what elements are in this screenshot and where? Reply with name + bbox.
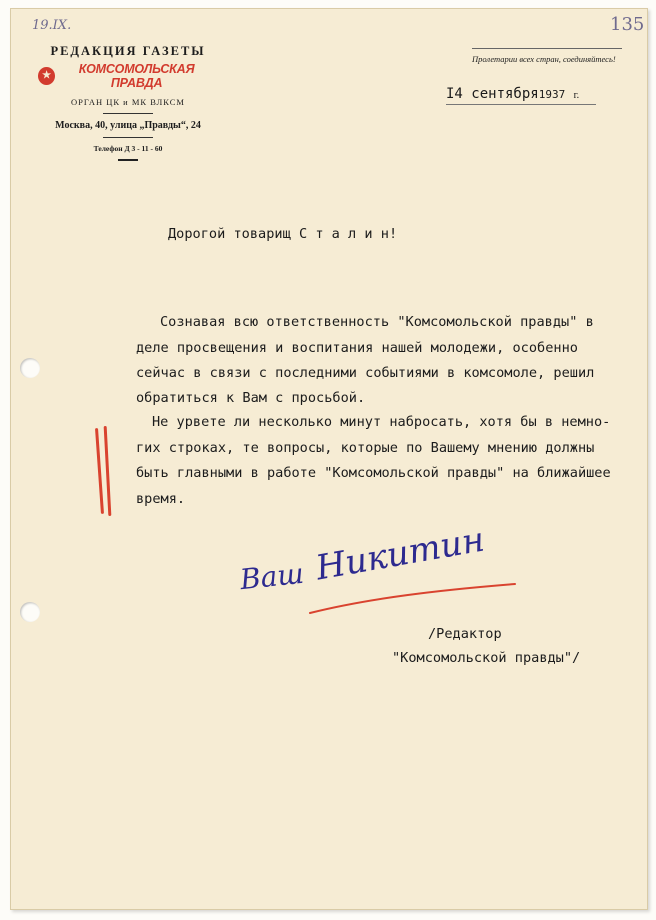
- page-number-note: 135: [610, 14, 645, 35]
- newspaper-name: КОМСОМОЛЬСКАЯ ПРАВДА: [78, 62, 195, 90]
- punch-hole: [20, 602, 40, 622]
- body-line: Сознавая всю ответственность "Комсомольской правды" в: [160, 314, 594, 330]
- punch-hole: [20, 358, 40, 378]
- archive-note: 19.IX.: [32, 18, 72, 33]
- letterhead-organ: ОРГАН ЦК и МК ВЛКСМ: [70, 97, 185, 107]
- signature-name: Никитин: [312, 519, 488, 589]
- letterhead-phone: Телефон Д 3 - 11 - 60: [93, 144, 163, 153]
- closing-line-1: /Редактор: [428, 626, 502, 642]
- body-line: быть главными в работе "Комсомольской правды" на ближайшее: [136, 465, 611, 481]
- letterhead-address: Москва, 40, улица „Правды“, 24: [55, 120, 201, 131]
- signature-underline: [300, 568, 530, 628]
- emblem-icon: ★: [38, 67, 55, 85]
- red-pencil-mark: [95, 428, 104, 514]
- date-underline: [446, 104, 596, 105]
- date-suffix: г.: [573, 90, 580, 101]
- date-typed: I4 сентября: [446, 86, 539, 102]
- letter-sheet: [10, 8, 648, 910]
- body-line: деле просвещения и воспитания нашей молодежи, особенно: [136, 340, 578, 356]
- newspaper-logo: [38, 62, 218, 90]
- date-year: 1937: [538, 88, 566, 101]
- body-line: время.: [136, 491, 186, 507]
- divider: [103, 113, 153, 114]
- red-pencil-mark: [104, 426, 112, 516]
- body-line: обратиться к Вам с просьбой.: [136, 390, 366, 406]
- letterhead: [38, 44, 218, 161]
- body-line: Не урвете ли несколько минут набросать, хотя бы в немно-: [152, 414, 611, 430]
- divider: [472, 48, 622, 49]
- slogan: Пролетарии всех стран, соединяйтесь!: [472, 54, 616, 64]
- letterhead-title: РЕДАКЦИЯ ГАЗЕТЫ: [50, 44, 206, 58]
- body-line: гих строках, те вопросы, которые по Вашему мнению должны: [136, 440, 595, 456]
- divider: [103, 137, 153, 138]
- salutation: Дорогой товарищ С т а л и н!: [168, 226, 398, 242]
- body-line: сейчас в связи с последними событиями в комсомоле, решил: [136, 365, 595, 381]
- closing-line-2: "Комсомольской правды"/: [392, 650, 581, 666]
- signature-word: Ваш: [238, 556, 306, 597]
- divider: [118, 159, 138, 161]
- date-field: [446, 86, 579, 102]
